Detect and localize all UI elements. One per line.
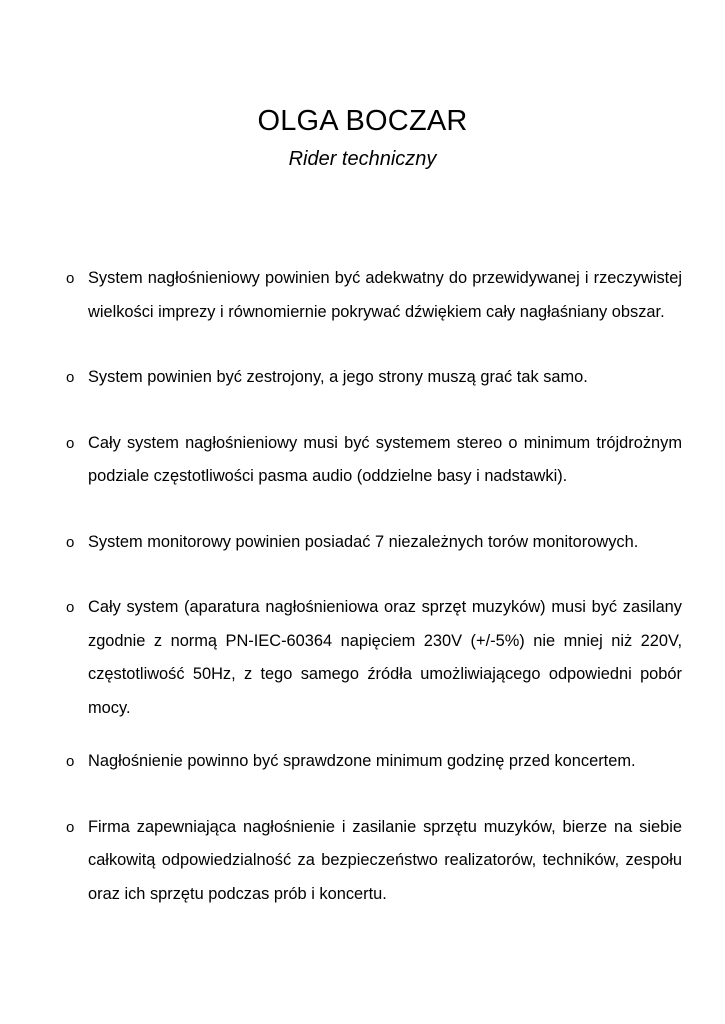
bullet-icon: o bbox=[66, 369, 75, 386]
list-item-text: Cały system (aparatura nagłośnieniowa oraz sprzęt muzyków) musi być zasilany zgodnie z normą PN-IEC-60364 napięciem 230V (+/-5%) nie mniej niż 220V, częstotliwość 50Hz, z tego samego źródła umożliwiającego odpowiedni pobór mocy. bbox=[88, 598, 682, 717]
bullet-icon: o bbox=[66, 434, 75, 452]
list-item-text: System monitorowy powinien posiadać 7 niezależnych torów monitorowych. bbox=[88, 532, 639, 551]
bullet-icon: o bbox=[66, 753, 75, 770]
requirements-list bbox=[66, 262, 682, 911]
list-item bbox=[66, 811, 682, 912]
bullet-icon: o bbox=[66, 818, 75, 836]
list-item bbox=[66, 361, 682, 395]
list-item bbox=[66, 526, 682, 560]
list-item-text: Firma zapewniająca nagłośnienie i zasilanie sprzętu muzyków, bierze na siebie całkowitą odpowiedzialność za bezpieczeństwo realizatorów, techników, zespołu oraz ich sprzętu podczas prób i koncertu. bbox=[88, 817, 682, 903]
list-item bbox=[66, 591, 682, 725]
bullet-icon: o bbox=[66, 599, 75, 616]
list-item-text: Nagłośnienie powinno być sprawdzone minimum godzinę przed koncertem. bbox=[88, 752, 636, 770]
bullet-icon: o bbox=[66, 533, 75, 551]
list-item-text: Cały system nagłośnieniowy musi być systemem stereo o minimum trójdrożnym podziale częstotliwości pasma audio (oddzielne basy i nadstawki). bbox=[88, 433, 682, 485]
list-item-text: System powinien być zestrojony, a jego strony muszą grać tak samo. bbox=[88, 368, 588, 386]
list-item bbox=[66, 745, 682, 779]
document-subtitle: Rider techniczny bbox=[288, 148, 437, 170]
bullet-icon: o bbox=[66, 270, 75, 287]
list-item bbox=[66, 262, 682, 329]
list-item-text: System nagłośnieniowy powinien być adekwatny do przewidywanej i rzeczywistej wielkości imprezy i równomiernie pokrywać dźwiękiem cały nagłaśniany obszar. bbox=[88, 269, 682, 321]
list-item bbox=[66, 427, 682, 494]
document-title: OLGA BOCZAR bbox=[257, 105, 468, 137]
